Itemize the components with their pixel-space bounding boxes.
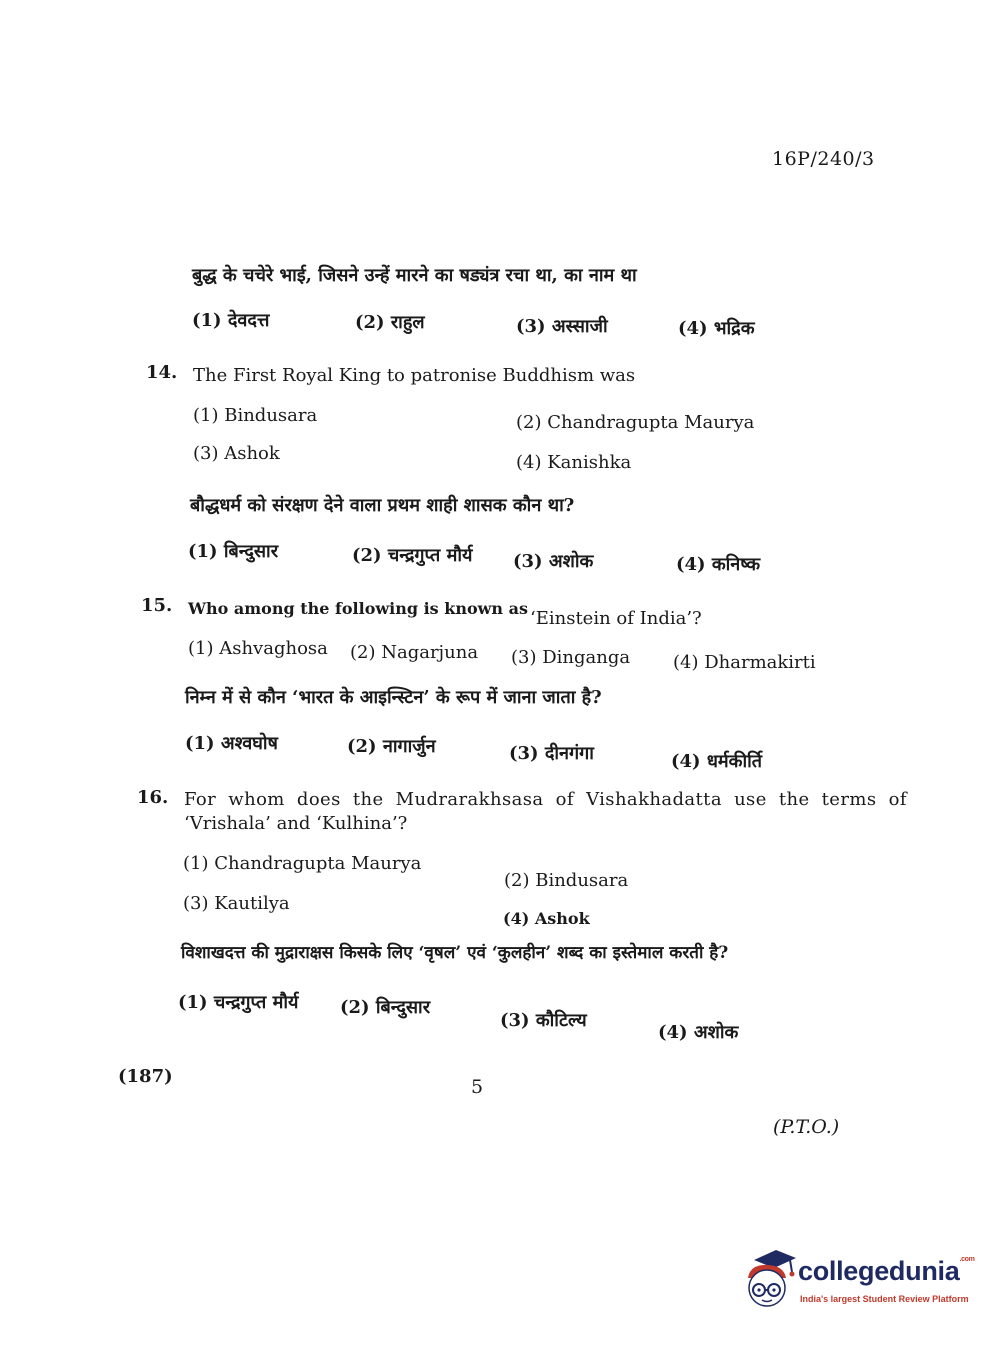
q16-number: 16. (137, 787, 169, 808)
q15-option-2: (2) Nagarjuna (350, 642, 479, 663)
q14-option-1: (1) Bindusara (193, 405, 318, 426)
collegedunia-name: collegedunia (798, 1256, 960, 1286)
q16-option-2: (2) Bindusara (504, 870, 629, 891)
collegedunia-tagline: India's largest Student Review Platform (800, 1294, 969, 1304)
q14-option-3: (3) Ashok (193, 443, 280, 464)
q15-hindi-option-3: (3) दीनगंगा (509, 743, 594, 764)
q13-hindi-option-1: (1) देवदत्त (192, 310, 270, 331)
paper-code: 16P/240/3 (772, 148, 875, 170)
q15-option-1: (1) Ashvaghosa (188, 638, 328, 659)
q14-hindi-text: बौद्धधर्म को संरक्षण देने वाला प्रथम शाही शासक कौन था? (190, 495, 575, 516)
booklet-code: (187) (118, 1066, 173, 1087)
collegedunia-watermark (740, 1248, 975, 1318)
q15-option-4: (4) Dharmakirti (673, 652, 816, 673)
q13-hindi-text: बुद्ध के चचेरे भाई, जिसने उन्हें मारने का षड्यंत्र रचा था, का नाम था (192, 265, 637, 286)
q14-hindi-option-2: (2) चन्द्रगुप्त मौर्य (352, 545, 473, 566)
q15-text-part2: ‘Einstein of India’? (530, 608, 702, 629)
q14-hindi-option-3: (3) अशोक (513, 551, 594, 572)
q15-hindi-option-4: (4) धर्मकीर्ति (671, 751, 763, 772)
q14-option-2: (2) Chandragupta Maurya (516, 412, 755, 433)
q13-hindi-option-3: (3) अस्साजी (516, 316, 608, 337)
q13-hindi-option-2: (2) राहुल (355, 312, 425, 333)
q16-hindi-option-4: (4) अशोक (658, 1022, 739, 1043)
q16-hindi-option-2: (2) बिन्दुसार (340, 997, 431, 1018)
pto-label: (P.T.O.) (773, 1116, 840, 1138)
q16-option-4: (4) Ashok (503, 909, 590, 928)
page-number: 5 (471, 1076, 484, 1098)
q14-number: 14. (146, 362, 178, 383)
q16-option-3: (3) Kautilya (183, 893, 290, 914)
collegedunia-suffix: .com (959, 1256, 975, 1263)
q16-text-line2: ‘Vrishala’ and ‘Kulhina’? (184, 813, 408, 834)
q15-hindi-text: निम्न में से कौन ‘भारत के आइन्स्टिन’ के रूप में जाना जाता है? (185, 687, 602, 708)
q13-hindi-option-4: (4) भद्रिक (678, 318, 755, 339)
q16-text-line1: For whom does the Mudrarakhsasa of Vishakhadatta use the terms of (184, 789, 907, 810)
q15-text-part1: Who among the following is known as (188, 599, 528, 618)
q16-hindi-text: विशाखदत्त की मुद्राराक्षस किसके लिए ‘वृषल’ एवं ‘कुलहीन’ शब्द का इस्तेमाल करती है? (181, 943, 729, 963)
q14-hindi-option-4: (4) कनिष्क (676, 554, 761, 575)
q15-number: 15. (141, 595, 173, 616)
q14-hindi-option-1: (1) बिन्दुसार (188, 541, 279, 562)
q14-text: The First Royal King to patronise Buddhism was (193, 365, 636, 386)
q16-option-1: (1) Chandragupta Maurya (183, 853, 422, 874)
q15-option-3: (3) Dinganga (511, 647, 631, 668)
q15-hindi-option-1: (1) अश्वघोष (185, 733, 278, 754)
collegedunia-mascot-icon (740, 1248, 798, 1314)
q14-option-4: (4) Kanishka (516, 452, 632, 473)
q16-hindi-option-3: (3) कौटिल्य (500, 1010, 587, 1031)
q15-hindi-option-2: (2) नागार्जुन (347, 736, 436, 757)
q16-hindi-option-1: (1) चन्द्रगुप्त मौर्य (178, 992, 299, 1013)
